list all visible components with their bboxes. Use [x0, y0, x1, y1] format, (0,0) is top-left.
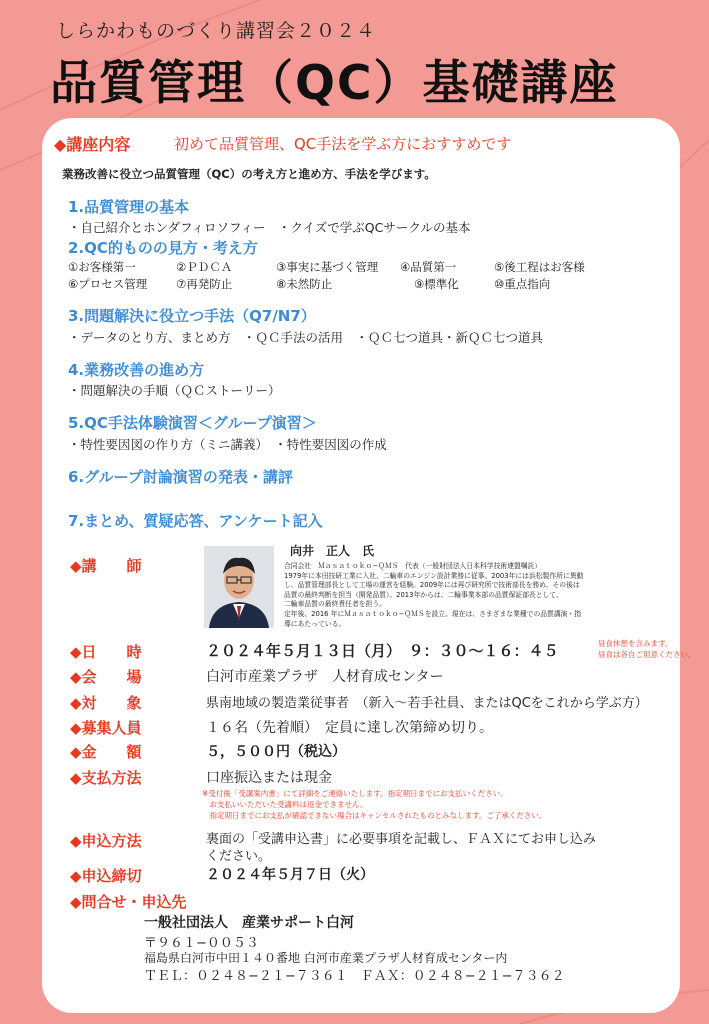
- section-6-title: 6.グループ討論演習の発表・講評: [68, 468, 293, 486]
- event-series-title: しらかわものづくり講習会２０２４: [56, 20, 377, 42]
- bio-line: 1979年に本田技研工業に入社、二輪車のエンジン設計業務に従事。2003年には浜松製作所に異動: [284, 571, 584, 580]
- principle-item: ⑧未然防止: [276, 277, 333, 291]
- lecturer-label: ◆講 師: [70, 557, 142, 575]
- principle-item: ⑦再発防止: [176, 277, 233, 291]
- principle-item: ①お客様第一: [68, 260, 136, 274]
- capacity-value: １６名（先着順） 定員に達し次第締め切り。: [206, 720, 493, 736]
- payment-note: 指定期日までにお支払が確認できない場合はキャンセルされたものとみなします。ご了承ください。: [202, 811, 547, 820]
- date-note-lunch-break: 昼食休憩を含みます。: [598, 639, 673, 648]
- payment-note: お支払いいただいた受講料は返金できません。: [202, 800, 368, 809]
- lecturer-name: 向井 正人 氏: [290, 544, 375, 558]
- fee-value: ５，５００円（税込）: [206, 744, 346, 760]
- deadline-label: ◆申込締切: [70, 867, 142, 885]
- contact-phone-fax: ＴＥＬ：０２４８−２１−７３６１ ＦＡＸ：０２４８−２１−７３６２: [144, 969, 565, 984]
- bio-line: し、品質管理部長として工場の運営を経験。2009年には再び研究所で技術部長を務め、その後は: [284, 581, 580, 590]
- date-label: ◆日 時: [70, 643, 142, 661]
- section-1-line: ・自己紹介とホンダフィロソフィー ・クイズで学ぶQCサークルの基本: [68, 220, 471, 235]
- venue-value: 白河市産業プラザ 人材育成センター: [206, 669, 444, 685]
- bio-line: 導にあたっている。: [284, 619, 346, 628]
- target-value: 県南地域の製造業従事者 （新入〜若手社員、またはQCをこれから学ぶ方）: [206, 696, 648, 711]
- apply-method-value-cont: ください。: [206, 849, 272, 864]
- contact-address: 福島県白河市中田１４０番地 白河市産業プラザ人材育成センター内: [144, 951, 508, 965]
- principle-item: ⑤後工程はお客様: [494, 260, 585, 274]
- principle-item: ⑩重点指向: [494, 277, 551, 291]
- payment-value: 口座振込または現金: [206, 770, 332, 786]
- principle-item: ⑥プロセス管理: [68, 277, 148, 291]
- capacity-label: ◆募集人員: [70, 719, 142, 737]
- section-4-line: ・問題解決の手順（ＱＣストーリー）: [68, 383, 281, 398]
- contact-organization: 一般社団法人 産業サポート白河: [144, 915, 354, 931]
- apply-method-label: ◆申込方法: [70, 832, 142, 850]
- content-card: [42, 118, 696, 1013]
- section-1-title: 1.品質管理の基本: [68, 198, 190, 216]
- principle-item: ③事実に基づく管理: [276, 260, 379, 274]
- principle-item: ④品質第一: [400, 260, 457, 274]
- section-3-title: 3.問題解決に役立つ手法（Q7/N7）: [68, 307, 316, 325]
- lecturer-photo: [204, 546, 274, 628]
- section-2-title: 2.QC的ものの見方・考え方: [68, 239, 258, 257]
- lecturer-bio: [284, 562, 583, 629]
- section-7-title: 7.まとめ、質疑応答、アンケート記入: [68, 512, 323, 530]
- section-4-title: 4.業務改善の進め方: [68, 361, 205, 379]
- bio-line: 二輪車品質の最終責任者を担う。: [284, 600, 386, 609]
- payment-note: ※受付後「受講案内書」にて詳細をご連絡いたします。指定期日までにお支払いください。: [202, 789, 508, 798]
- target-label: ◆対 象: [70, 694, 142, 712]
- payment-label: ◆支払方法: [70, 769, 142, 787]
- contact-postal-code: 〒９６１−００５３: [144, 936, 259, 951]
- date-value: ２０２４年５月１３日（月） ９：３０〜１６：４５: [206, 642, 559, 660]
- section-5-line: ・特性要因図の作り方（ミニ講義） ・特性要因図の作成: [68, 437, 387, 452]
- section-3-line: ・データのとり方、まとめ方 ・ＱＣ手法の活用 ・ＱＣ七つ道具・新ＱＣ七つ道具: [68, 330, 544, 345]
- course-target-text: 初めて品質管理、QC手法を学ぶ方におすすめです: [174, 135, 512, 153]
- bio-line: 定年後、2016 年にＭａｓａｔｏｋｏ−ＱＭＳを設立。現在は、さまざまな業種での品質講演・指: [284, 609, 582, 618]
- bio-line: 品質の最終判断を担当（開発品質）。2013年からは、二輪事業本部の品質保証部長として、: [284, 590, 563, 599]
- venue-label: ◆会 場: [70, 668, 142, 686]
- course-lead-text: 業務改善に役立つ品質管理（QC）の考え方と進め方、手法を学びます。: [62, 167, 436, 181]
- principle-item: ⑨標準化: [414, 277, 459, 291]
- course-content-label: ◆講座内容: [54, 135, 131, 154]
- fee-label: ◆金 額: [70, 743, 142, 761]
- deadline-value: ２０２４年５月７日（火）: [206, 867, 374, 883]
- page-title: 品質管理（QC）基礎講座: [50, 56, 619, 111]
- contact-label: ◆問合せ・申込先: [70, 893, 187, 911]
- apply-method-value: 裏面の「受講申込書」に必要事項を記載し、ＦＡＸにてお申し込み: [206, 832, 597, 847]
- principle-item: ②ＰＤＣＡ: [176, 260, 233, 274]
- date-note-lunch: 昼食は各自ご用意ください。: [598, 650, 696, 659]
- section-5-title: 5.QC手法体験演習＜グループ演習＞: [68, 414, 317, 432]
- bio-line: 合同会社 Ｍａｓａｔｏｋｏ−ＱＭＳ 代表（一般財団法人日本科学技術連盟嘱託）: [284, 562, 542, 570]
